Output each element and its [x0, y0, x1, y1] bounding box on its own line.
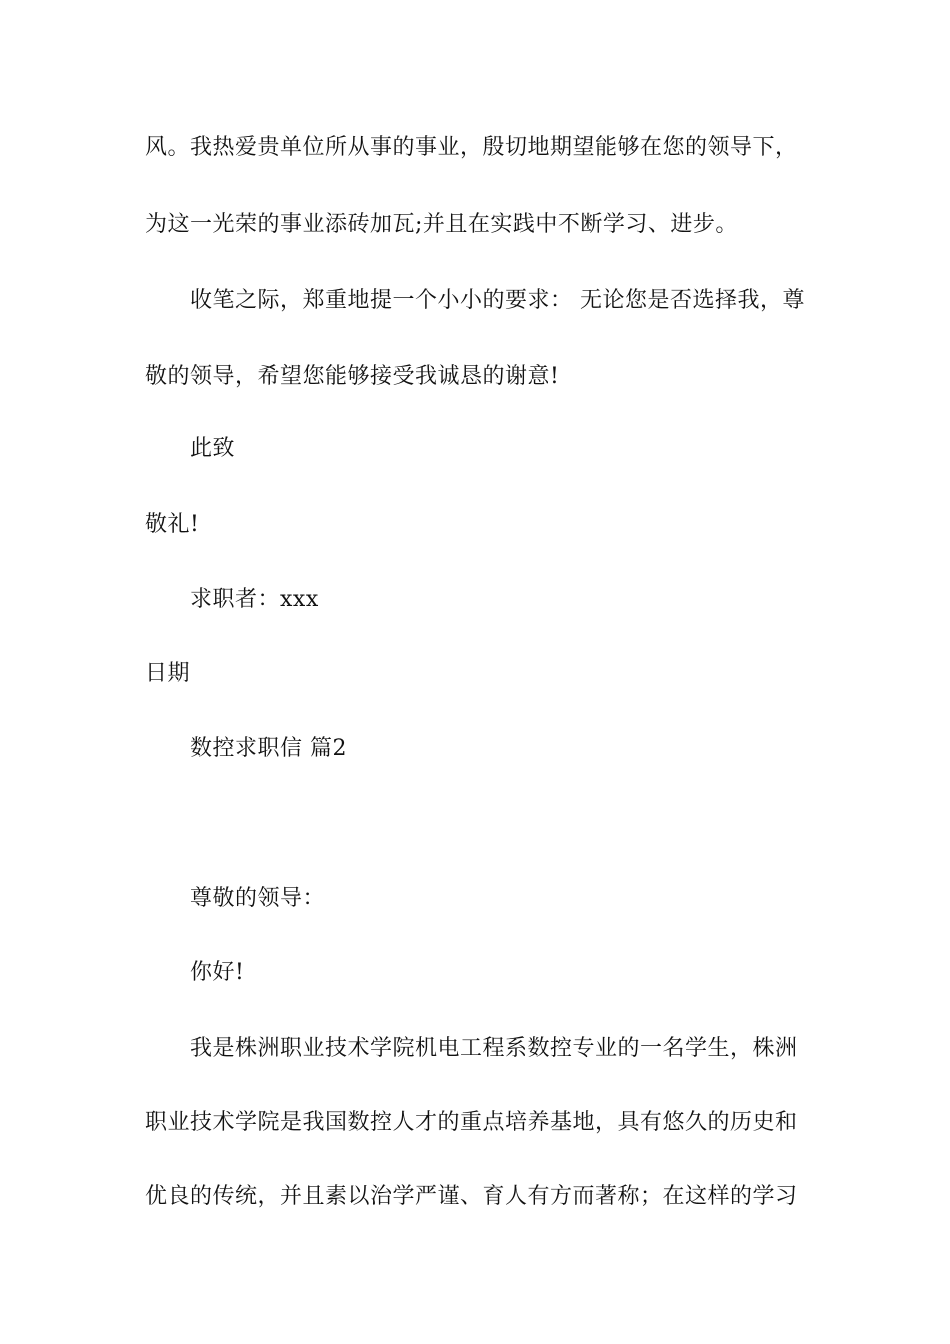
paragraph-line: 我是株洲职业技术学院机电工程系数控专业的一名学生，株洲	[190, 1036, 798, 1061]
paragraph-line: 为这一光荣的事业添砖加瓦;并且在实践中不断学习、进步。	[145, 212, 738, 237]
closing-regards: 敬礼!	[145, 512, 200, 537]
paragraph-line: 优良的传统，并且素以治学严谨、育人有方而著称；在这样的学习	[145, 1184, 798, 1209]
greeting-addressee: 尊敬的领导：	[190, 886, 326, 911]
applicant-signature: 求职者：xxx	[190, 587, 319, 612]
date-label: 日期	[145, 661, 191, 686]
section-heading: 数控求职信 篇2	[190, 736, 347, 761]
paragraph-line: 职业技术学院是我国数控人才的重点培养基地，具有悠久的历史和	[145, 1110, 798, 1135]
closing-salutation: 此致	[190, 436, 236, 461]
greeting: 你好!	[190, 960, 245, 985]
paragraph-line: 收笔之际，郑重地提一个小小的要求： 无论您是否选择我，尊	[190, 288, 805, 313]
paragraph-line: 风。我热爱贵单位所从事的事业，殷切地期望能够在您的领导下，	[145, 135, 798, 160]
paragraph-line: 敬的领导，希望您能够接受我诚恳的谢意!	[145, 364, 560, 389]
